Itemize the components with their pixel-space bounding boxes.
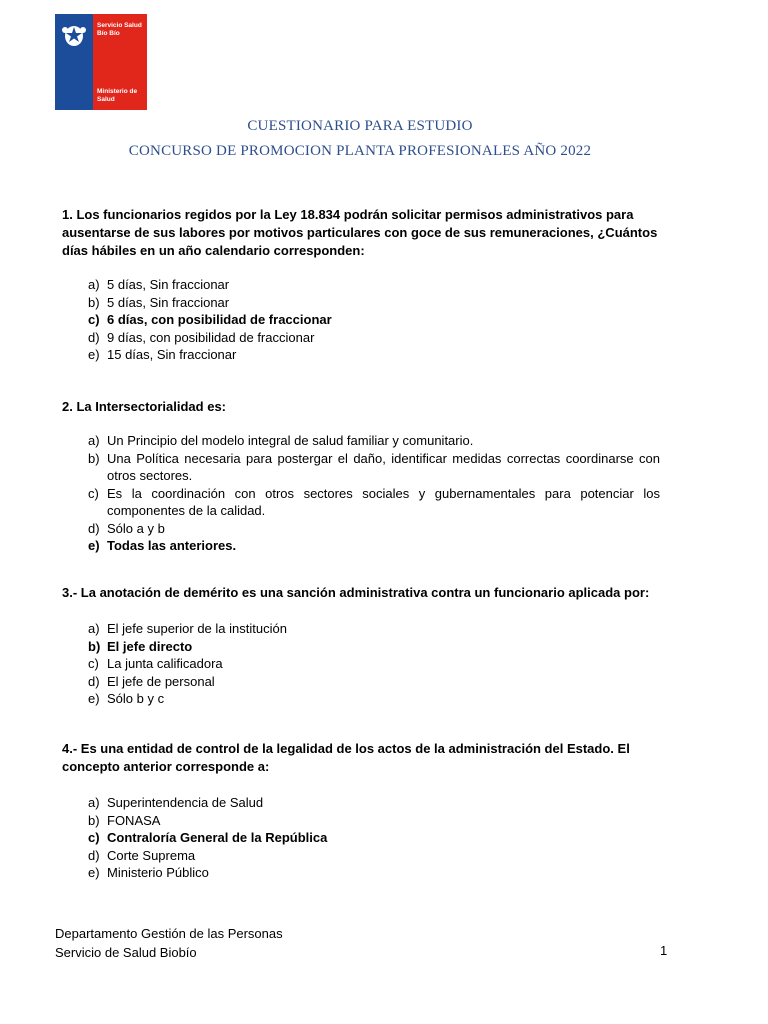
option-letter: e) xyxy=(88,538,100,553)
option-item xyxy=(88,864,660,882)
logo-ministry-line1: Ministerio de xyxy=(97,88,138,95)
question-3: 3.- La anotación de demérito es una sanción administrativa contra un funcionario aplicada por: xyxy=(62,585,650,600)
option-item xyxy=(88,485,660,520)
option-text: Ministerio Público xyxy=(107,865,209,880)
option-letter: a) xyxy=(88,621,100,636)
option-text: Todas las anteriores. xyxy=(107,538,237,553)
footer-service: Servicio de Salud Biobío xyxy=(55,945,197,960)
option-item-answer xyxy=(88,311,660,329)
option-letter: c) xyxy=(88,485,99,501)
option-letter: d) xyxy=(88,329,100,345)
page-number: 1 xyxy=(660,943,668,958)
option-item xyxy=(88,655,660,673)
option-item xyxy=(88,432,660,450)
coat-of-arms-icon xyxy=(60,21,88,49)
option-item xyxy=(88,450,660,485)
option-item xyxy=(88,294,660,312)
option-item xyxy=(88,346,660,364)
option-item xyxy=(88,847,660,865)
option-item-answer xyxy=(88,537,660,555)
option-letter: a) xyxy=(88,433,100,448)
option-letter: c) xyxy=(88,656,99,671)
option-item xyxy=(88,673,660,691)
option-text: Superintendencia de Salud xyxy=(107,795,264,810)
logo-blue-band xyxy=(55,14,93,110)
option-letter: d) xyxy=(88,847,100,863)
option-text: Un Principio del modelo integral de salud familiar y comunitario. xyxy=(107,433,474,448)
option-letter: b) xyxy=(88,812,100,828)
option-item xyxy=(88,812,660,830)
option-item xyxy=(88,329,660,347)
option-text: Contraloría General de la República xyxy=(107,830,328,845)
option-text: 15 días, Sin fraccionar xyxy=(107,347,237,362)
option-text: Sólo a y b xyxy=(107,520,165,536)
question-4-options xyxy=(88,794,660,882)
document-title: CUESTIONARIO PARA ESTUDIO xyxy=(247,118,473,134)
option-letter: b) xyxy=(88,294,100,310)
option-letter: e) xyxy=(88,691,100,706)
page-footer xyxy=(55,924,283,962)
option-letter: e) xyxy=(88,347,100,362)
option-text: Una Política necesaria para postergar el daño, identificar medidas correctas coordinarse con otros sectores. xyxy=(107,450,660,483)
question-1: 1. Los funcionarios regidos por la Ley 18.834 podrán solicitar permisos administrativos para ausentarse de sus labores por motivos particulares con goce de sus remuneraciones, ¿Cuántos días hábiles en un año calendario corresponden: xyxy=(62,207,658,258)
logo-red-band xyxy=(93,14,147,110)
option-text: La junta calificadora xyxy=(107,656,223,671)
option-letter: d) xyxy=(88,520,100,536)
option-item-answer xyxy=(88,638,660,656)
option-text: El jefe de personal xyxy=(107,673,215,689)
option-text: FONASA xyxy=(107,812,161,828)
option-text: 6 días, con posibilidad de fraccionar xyxy=(107,312,332,327)
option-item-answer xyxy=(88,829,660,847)
option-text: El jefe superior de la institución xyxy=(107,621,287,636)
option-text: 5 días, Sin fraccionar xyxy=(107,294,230,310)
option-text: El jefe directo xyxy=(107,638,193,654)
option-letter: a) xyxy=(88,277,100,292)
option-item xyxy=(88,620,660,638)
logo-service-name: Servicio Salud xyxy=(97,22,142,29)
ministry-logo xyxy=(55,14,147,110)
question-2: 2. La Intersectorialidad es: xyxy=(62,399,227,414)
option-letter: c) xyxy=(88,830,100,845)
option-text: Es la coordinación con otros sectores sociales y gubernamentales para potenciar los componentes de la calidad. xyxy=(107,485,660,518)
option-item xyxy=(88,794,660,812)
option-letter: b) xyxy=(88,638,101,654)
option-text: Corte Suprema xyxy=(107,847,196,863)
logo-ministry-line2: Salud xyxy=(97,96,115,103)
option-letter: c) xyxy=(88,312,100,327)
option-item xyxy=(88,520,660,538)
option-text: 9 días, con posibilidad de fraccionar xyxy=(107,329,315,345)
option-letter: a) xyxy=(88,795,100,810)
option-text: 5 días, Sin fraccionar xyxy=(107,277,230,292)
logo-service-region: Bío Bío xyxy=(97,30,120,37)
option-letter: b) xyxy=(88,450,100,466)
question-2-options xyxy=(88,432,660,555)
option-letter: d) xyxy=(88,673,100,689)
document-subtitle: CONCURSO DE PROMOCION PLANTA PROFESIONALES AÑO 2022 xyxy=(128,143,592,159)
footer-department: Departamento Gestión de las Personas xyxy=(55,926,283,941)
question-4: 4.- Es una entidad de control de la legalidad de los actos de la administración del Estado. El concepto anterior corresponde a: xyxy=(62,741,630,774)
option-item xyxy=(88,690,660,708)
question-1-options xyxy=(88,276,660,364)
question-3-options xyxy=(88,620,660,708)
option-item xyxy=(88,276,660,294)
option-letter: e) xyxy=(88,865,100,880)
option-text: Sólo b y c xyxy=(107,691,165,706)
